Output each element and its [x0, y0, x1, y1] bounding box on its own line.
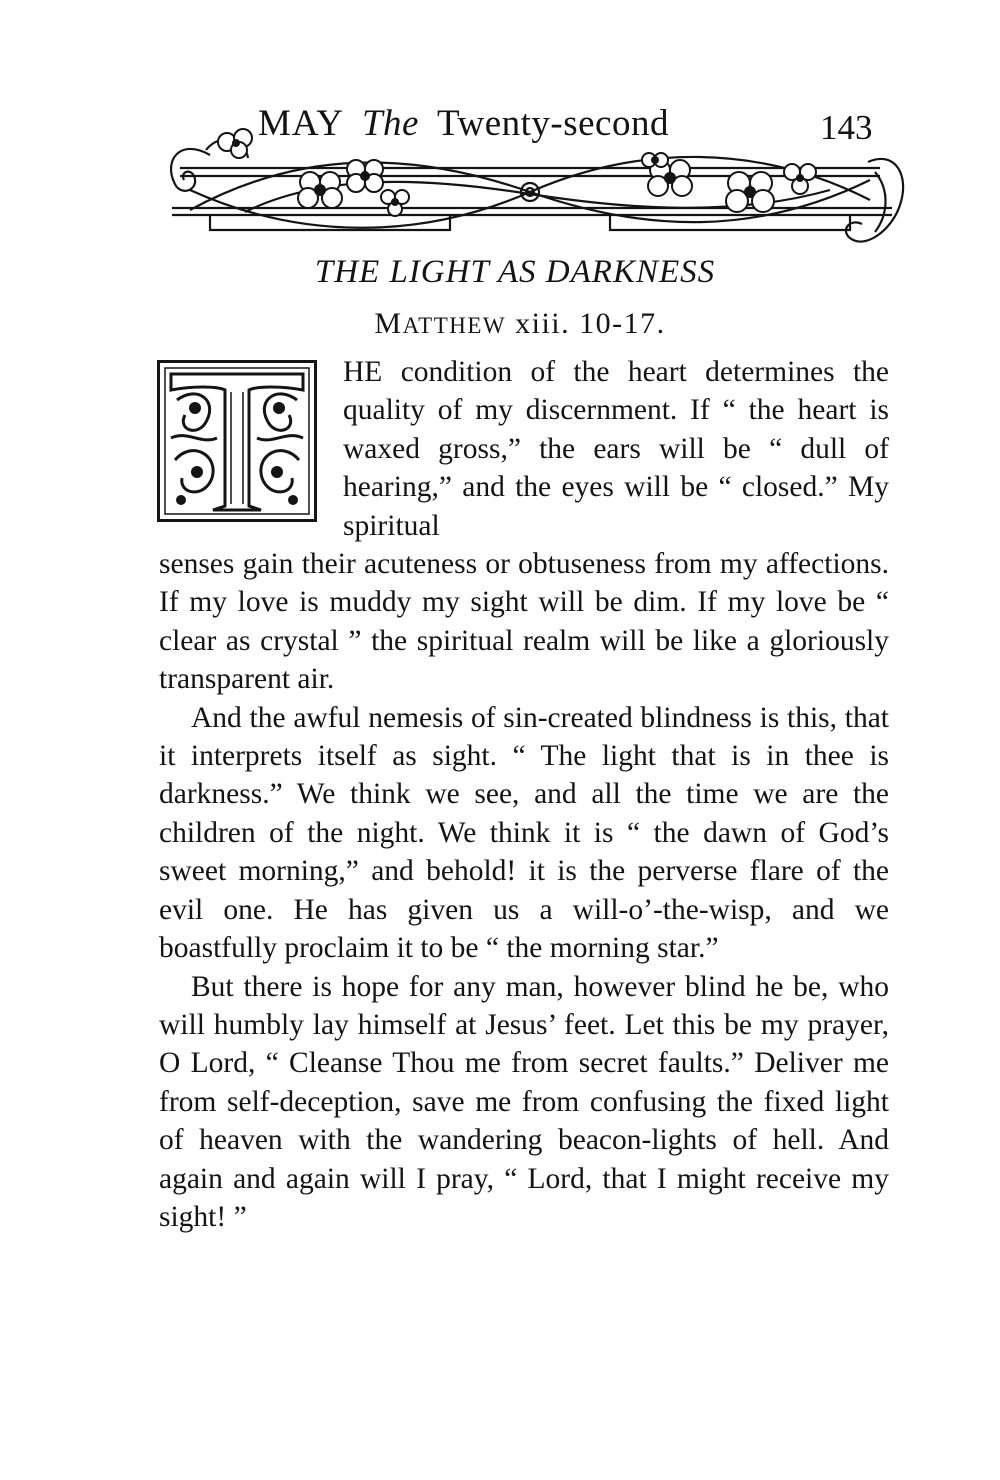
reference-chapter-verses: xiii. 10-17.	[515, 307, 666, 340]
header-date: Twenty-second	[436, 103, 669, 144]
page-number: 143	[820, 108, 873, 147]
scripture-reference	[0, 307, 1000, 341]
paragraph-2: And the awful nemesis of sin-created blindness is this, that it interprets itself as sight. “ The light that is in thee is darkness.” We think we see, and all the time we are the children of the night. We think it is “ the dawn of God’s sweet morning,” and behold! it is the perverse flare of the evil one. He has given us a will-o’-the-wisp, and we boastfully proclaim it to be “ the morning star.”	[159, 701, 889, 965]
paragraph-1	[159, 353, 889, 699]
header-month: MAY	[258, 103, 344, 144]
reference-book-rest: ATTHEW	[402, 313, 507, 338]
paragraph-1-opening	[343, 353, 889, 545]
header-the: The	[361, 103, 419, 144]
body-text	[159, 353, 889, 1236]
paragraph-1-opening-text: HE condition of the heart determines the quality of my discernment. If “ the heart is waxed gross,” the ears will be “ dull of hearing,” and the eyes will be “ closed.” My spiritual	[343, 356, 889, 542]
page-title: THE LIGHT AS DARKNESS	[314, 254, 716, 290]
paragraph-3: But there is hope for any man, however blind he be, who will humbly lay himself at Jesus’ feet. Let this be my prayer, O Lord, “ Cleanse Thou me from secret faults.” Deliver me from self-deception, save me from confusing the fixed light of heaven with the wandering beacon-lights of hell. And again and again will I pray, “ Lord, that I might receive my sight! ”	[159, 970, 889, 1233]
floral-banner-ornament	[150, 120, 910, 260]
paragraph-1-continuation: senses gain their acuteness or obtuseness from my affections. If my love is muddy my sight will be dim. If my love be “ clear as crystal ” the spiritual realm will be like a gloriously transparent air.	[159, 548, 889, 696]
reference-book-initial: M	[374, 307, 403, 340]
